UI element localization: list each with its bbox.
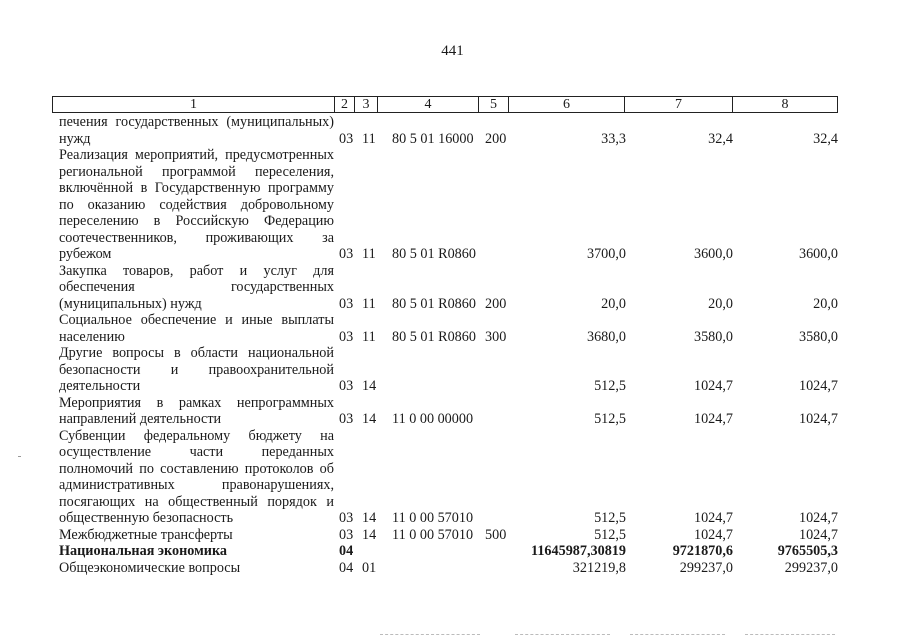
row-vr: 500 [485,526,507,543]
table-row [0,428,905,527]
row-value-col6: 3680,0 [586,328,626,345]
table-row [0,527,905,544]
row-value-col7: 9721870,6 [672,543,733,559]
table-row [0,395,905,428]
row-rz: 04 [339,543,354,559]
row-name: Субвенции федеральному бюджету на осуществление части переданных полномочий по составлению протоколов об административных правонарушениях, посягающих на общественный порядок и общественную безопасность [59,427,334,526]
row-value-col6: 3700,0 [586,246,626,262]
row-name: Другие вопросы в области национальной безопасности и правоохранительной деятельности [59,345,334,394]
header-col-4: 4 [378,97,479,112]
row-value-col7: 299237,0 [679,559,733,576]
row-value-col7: 1024,7 [693,378,733,394]
row-pr: 11 [362,328,376,345]
row-pr: 14 [362,411,377,427]
row-pr: 11 [362,246,376,262]
table-row [0,147,905,263]
scan-artifact-line [380,634,480,636]
row-cs: 80 5 01 R0860 [392,328,476,345]
table-row [0,263,905,313]
row-name: Общеэкономические вопросы [59,559,241,576]
row-rz: 03 [339,295,354,312]
header-col-1: 1 [53,97,335,112]
row-value-col6: 321219,8 [572,559,626,576]
row-value-col6: 512,5 [594,526,626,543]
row-name: Реализация мероприятий, предусмотренных региональной программой переселения, включённой в Государственную программу по оказанию содействия добровольному переселению в Российскую Федерацию соотечественников, проживающих за рубежом [59,147,334,262]
scan-artifact-line [745,634,835,636]
header-col-2: 2 [335,97,355,112]
row-rz: 03 [339,130,354,147]
row-value-col8: 3580,0 [798,328,838,345]
header-col-7: 7 [625,97,733,112]
header-col-3: 3 [355,97,378,112]
row-rz: 04 [339,559,354,576]
row-rz: 03 [339,328,354,345]
margin-mark [18,456,21,457]
row-value-col7: 3600,0 [693,246,733,262]
row-value-col6: 33,3 [601,130,626,147]
row-rz: 03 [339,378,354,394]
row-cs: 11 0 00 57010 [392,526,474,543]
row-cs: 80 5 01 R0860 [392,295,476,312]
row-cs: 11 0 00 57010 [392,510,474,526]
row-value-col7: 1024,7 [693,526,733,543]
row-value-col8: 32,4 [813,130,838,147]
budget-table-body [0,114,905,576]
row-value-col7: 1024,7 [693,411,733,427]
scan-artifact-line [515,634,610,636]
row-pr: 14 [362,510,377,526]
row-value-col8: 1024,7 [798,526,838,543]
row-rz: 03 [339,526,354,543]
row-cs: 11 0 00 00000 [392,411,474,427]
page-number: 441 [441,43,464,59]
row-rz: 03 [339,246,354,262]
table-header [52,96,838,113]
row-name: печения государственных (муниципальных) нужд [59,114,334,147]
row-value-col7: 1024,7 [693,510,733,526]
table-row [0,560,905,577]
row-value-col6: 512,5 [594,378,626,394]
row-vr: 200 [485,130,507,147]
row-rz: 03 [339,510,354,526]
row-value-col8: 9765505,3 [777,543,838,559]
row-name: Мероприятия в рамках непрограммных направлений деятельности [59,394,334,427]
row-value-col7: 20,0 [708,295,733,312]
row-value-col6: 11645987,30819 [531,543,626,559]
row-cs: 80 5 01 16000 [392,130,474,147]
table-row [0,114,905,147]
row-name: Социальное обеспечение и иные выплаты населению [59,312,334,345]
row-value-col8: 1024,7 [798,411,838,427]
row-pr: 11 [362,130,376,147]
row-value-col8: 1024,7 [798,378,838,394]
header-col-5: 5 [479,97,509,112]
row-value-col7: 3580,0 [693,328,733,345]
row-value-col6: 512,5 [594,411,626,427]
row-vr: 300 [485,328,507,345]
header-col-6: 6 [509,97,625,112]
row-value-col8: 1024,7 [798,510,838,526]
row-value-col7: 32,4 [708,130,733,147]
scan-artifact-line [630,634,725,636]
table-row [0,543,905,560]
row-value-col8: 3600,0 [798,246,838,262]
row-pr: 01 [362,559,377,576]
row-cs: 80 5 01 R0860 [392,246,476,262]
row-rz: 03 [339,411,354,427]
row-name: Межбюджетные трансферты [59,526,233,543]
table-row [0,345,905,395]
row-pr: 14 [362,526,377,543]
table-row [0,312,905,345]
row-pr: 14 [362,378,377,394]
row-value-col8: 20,0 [813,295,838,312]
row-vr: 200 [485,295,507,312]
row-value-col6: 20,0 [601,295,626,312]
header-col-8: 8 [781,97,789,112]
row-name: Закупка товаров, работ и услуг для обеспечения государственных (муниципальных) нужд [59,262,334,312]
row-pr: 11 [362,295,376,312]
row-name: Национальная экономика [59,543,228,559]
row-value-col6: 512,5 [594,510,626,526]
row-value-col8: 299237,0 [784,559,838,576]
